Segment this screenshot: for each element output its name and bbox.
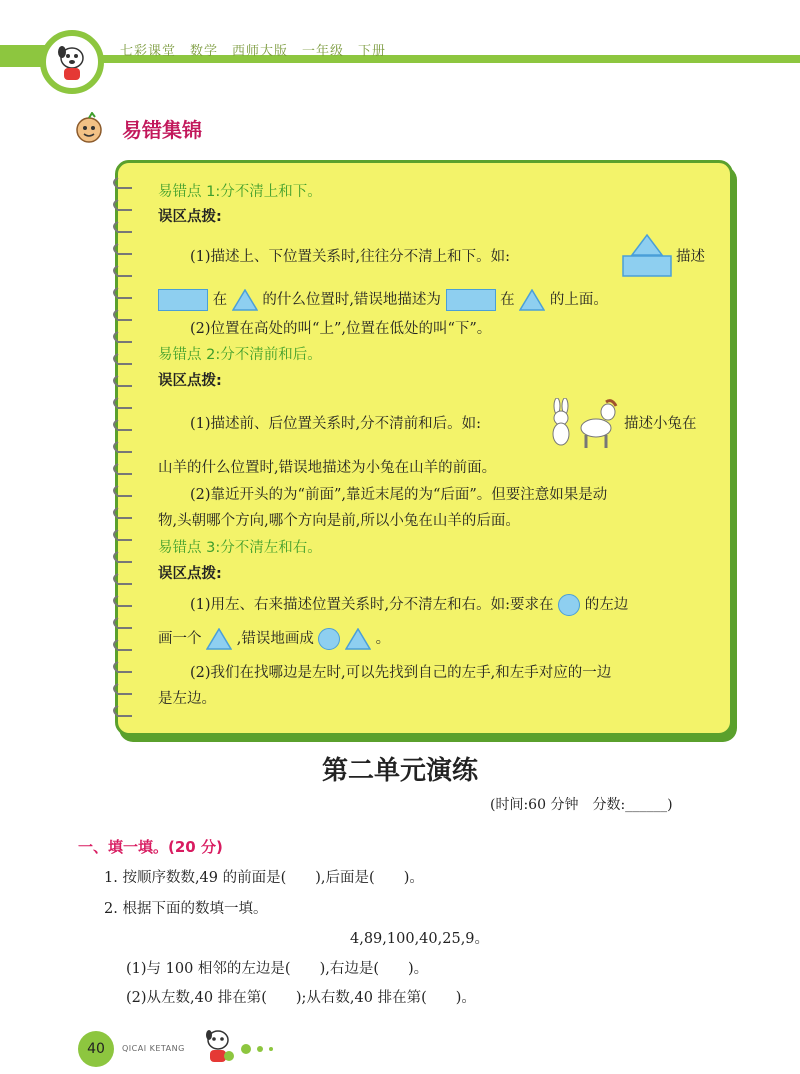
decorative-dots [240,1042,280,1056]
mascot-icon [198,1026,238,1070]
point-3-line-1b: 的左边 [584,597,629,613]
unit-title: 第二单元演练 [321,756,478,786]
time-score-line: (时间:60 分钟 分数:______) [490,797,673,813]
error-point-1-tip: 误区点拨: [158,209,222,225]
point-3-line-4: 是左边。 [158,691,216,707]
rectangle-shape [446,289,496,311]
point-2-line-3: (2)靠近开头的为“前面”,靠近末尾的为“后面”。但要注意如果是动 [190,487,608,503]
point-1-line-1 [190,246,510,268]
point-1-line-2b: 的什么位置时,错误地描述为 [262,292,441,308]
point-1-line-1b: 描述 [676,249,705,265]
point-1-line-2 [158,289,608,311]
point-2-line-1b: 描述小兔在 [624,416,697,432]
section-title: 易错集锦 [122,118,202,142]
triangle-on-rectangle-figure [622,233,672,279]
circle-shape [558,594,580,616]
error-point-3-tip: 误区点拨: [158,566,222,582]
point-2-line-1a: (1)描述前、后位置关系时,分不清前和后。如: [190,416,482,432]
number-list: 4,89,100,40,25,9。 [350,931,490,947]
footer-brand: QICAI KETANG [122,1044,185,1053]
mascot-icon [72,112,106,146]
triangle-shape [345,628,371,650]
mascot-icon [46,36,98,88]
point-3-line-1a: (1)用左、右来描述位置关系时,分不清左和右。如:要求在 [190,597,554,613]
point-3-line-2b: ,错误地画成 [236,631,314,647]
point-1-line-1a: (1)描述上、下位置关系时,往往分不清上和下。如: [190,249,511,265]
goat-icon [576,398,620,450]
point-3-line-2c: 。 [375,631,391,647]
question-2: 2. 根据下面的数填一填。 [104,901,268,917]
error-point-3-label: 易错点 3:分不清左和右。 [158,540,322,556]
part-1-title: 一、填一填。(20 分) [78,838,223,856]
circle-shape [318,628,340,650]
point-1-line-2c: 在 [500,292,515,308]
point-2-line-4: 物,头朝哪个方向,哪个方向是前,所以小兔在山羊的后面。 [158,513,520,529]
point-1-line-2a: 在 [212,292,228,308]
point-2-line-2: 山羊的什么位置时,错误地描述为小兔在山羊的前面。 [158,460,497,476]
triangle-shape [206,628,232,650]
point-3-line-1 [190,594,628,616]
spiral-rings [110,172,140,717]
rectangle-shape [158,289,208,311]
rabbit-icon [546,398,576,450]
point-3-line-2a: 画一个 [158,631,202,647]
point-1-line-2d: 的上面。 [549,292,608,308]
triangle-shape [232,289,258,311]
error-point-1-label: 易错点 1:分不清上和下。 [158,184,322,200]
header-title: 七彩课堂 数学 西师大版 一年级 下册 [120,44,387,59]
page-number: 40 [78,1031,114,1067]
question-2-2: (2)从左数,40 排在第( );从右数,40 排在第( )。 [126,990,476,1006]
point-3-line-2 [158,628,390,650]
question-1: 1. 按顺序数数,49 的前面是( ),后面是( )。 [104,870,424,886]
error-point-2-tip: 误区点拨: [158,373,222,389]
point-1-line-3: (2)位置在高处的叫“上”,位置在低处的叫“下”。 [190,321,492,337]
point-3-line-3: (2)我们在找哪边是左时,可以先找到自己的左手,和左手对应的一边 [190,665,612,681]
error-point-2-label: 易错点 2:分不清前和后。 [158,347,322,363]
triangle-shape [519,289,545,311]
header-logo [40,30,104,94]
question-2-1: (1)与 100 相邻的左边是( ),右边是( )。 [126,961,429,977]
